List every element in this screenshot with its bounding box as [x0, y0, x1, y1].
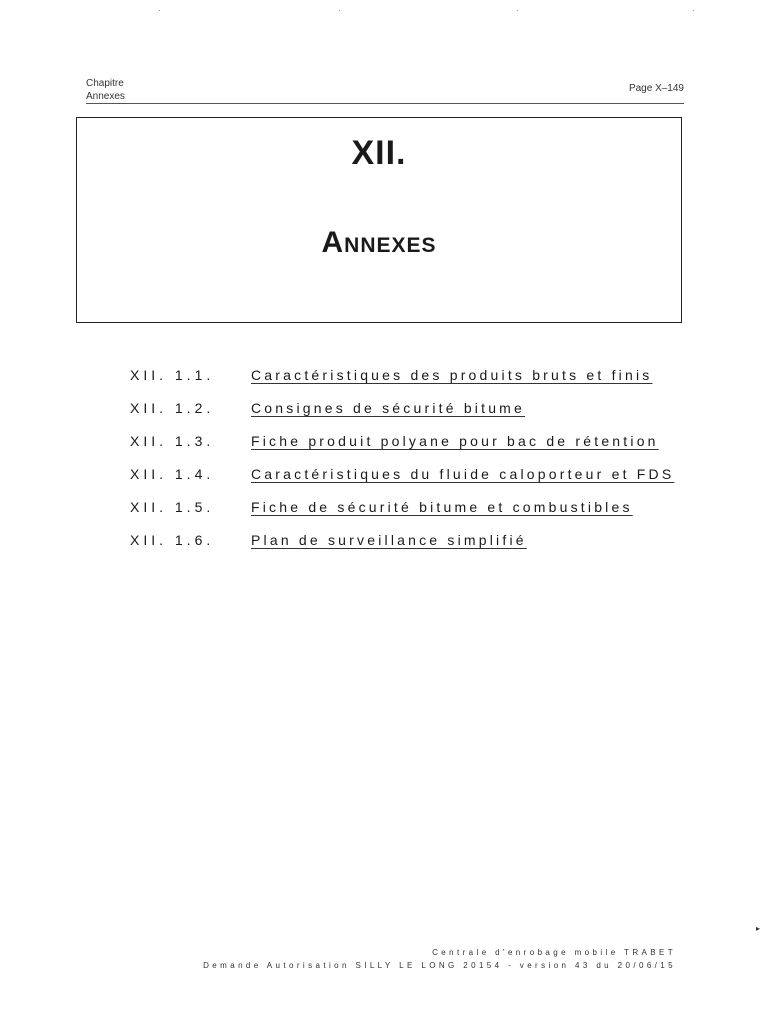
footer-line-2: Demande Autorisation SILLY LE LONG 20154 - version 43 du 20/06/15 — [203, 961, 676, 970]
page-number: Page X–149 — [628, 83, 684, 94]
toc-item — [130, 399, 678, 418]
header-divider — [86, 103, 684, 104]
chapter-name: Annexes — [86, 91, 125, 102]
toc-item-link[interactable]: Caractéristiques du fluide caloporteur et FDS — [251, 466, 675, 482]
chapter-number: XII. — [351, 134, 407, 172]
toc-item — [130, 366, 678, 385]
toc-item — [130, 531, 678, 550]
toc-item-link[interactable]: Fiche de sécurité bitume et combustibles — [251, 499, 633, 515]
footer-line-1: Centrale d'enrobage mobile TRABET — [432, 948, 676, 957]
toc-item-number: XII. 1.5. — [130, 499, 215, 515]
scan-artifact: · — [338, 6, 341, 15]
toc-item-number: XII. 1.1. — [130, 367, 215, 383]
table-of-contents — [130, 366, 678, 564]
chapter-label: Chapitre — [86, 78, 124, 89]
toc-item-number: XII. 1.2. — [130, 400, 215, 416]
toc-item — [130, 432, 678, 451]
chapter-title: Annexes — [321, 226, 437, 259]
toc-item-number: XII. 1.3. — [130, 433, 215, 449]
scan-artifact: ▸ — [756, 924, 761, 933]
scan-artifact: · — [158, 6, 161, 15]
page-footer — [203, 946, 676, 972]
toc-item-number: XII. 1.6. — [130, 532, 215, 548]
chapter-header — [86, 77, 125, 103]
scan-artifact: · — [692, 6, 695, 15]
toc-item-link[interactable]: Caractéristiques des produits bruts et finis — [251, 367, 653, 383]
toc-item-number: XII. 1.4. — [130, 466, 215, 482]
toc-item-link[interactable]: Consignes de sécurité bitume — [251, 400, 526, 416]
toc-item-link[interactable]: Plan de surveillance simplifié — [251, 532, 527, 548]
chapter-title-box — [76, 117, 682, 323]
scan-artifact: · — [516, 6, 519, 15]
toc-item — [130, 465, 678, 484]
toc-item-link[interactable]: Fiche produit polyane pour bac de rétention — [251, 433, 659, 449]
toc-item — [130, 498, 678, 517]
